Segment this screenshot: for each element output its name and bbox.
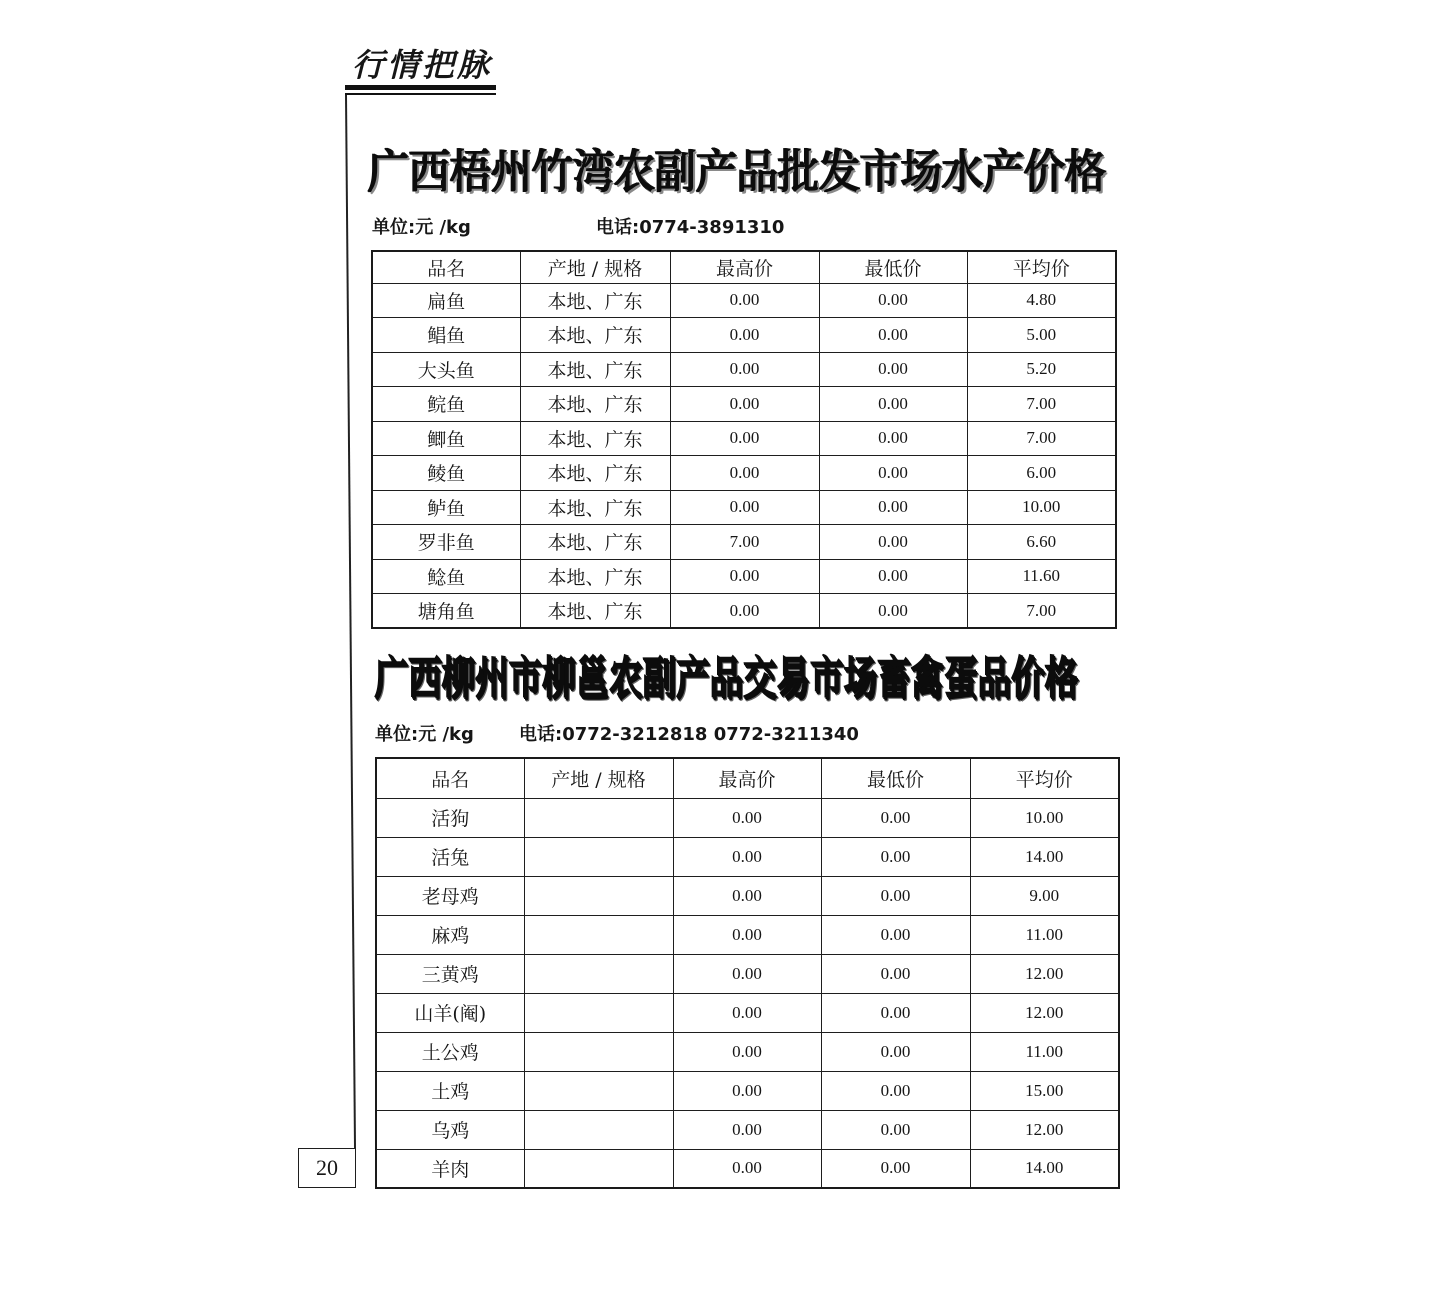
product-name-cell: 扁鱼 xyxy=(372,283,520,318)
column-header-avg: 平均价 xyxy=(970,758,1119,798)
max-price-cell: 7.00 xyxy=(670,525,819,560)
table-row xyxy=(376,876,1119,915)
product-name-cell: 鲳鱼 xyxy=(372,318,520,353)
table-row xyxy=(372,525,1116,560)
avg-price-cell: 5.00 xyxy=(967,318,1116,353)
table-row xyxy=(376,915,1119,954)
product-name-cell: 鲩鱼 xyxy=(372,387,520,422)
max-price-cell: 0.00 xyxy=(670,387,819,422)
origin-cell: 本地、广东 xyxy=(520,352,670,387)
origin-cell xyxy=(524,1149,673,1188)
avg-price-cell: 7.00 xyxy=(967,421,1116,456)
min-price-cell: 0.00 xyxy=(821,993,970,1032)
column-header-avg: 平均价 xyxy=(967,251,1116,283)
avg-price-cell: 11.00 xyxy=(970,915,1119,954)
origin-cell xyxy=(524,798,673,837)
market2-unit: 单位:元 /kg xyxy=(375,724,474,745)
min-price-cell: 0.00 xyxy=(821,1032,970,1071)
column-header-name: 品名 xyxy=(376,758,524,798)
min-price-cell: 0.00 xyxy=(819,387,967,422)
avg-price-cell: 15.00 xyxy=(970,1071,1119,1110)
product-name-cell: 乌鸡 xyxy=(376,1110,524,1149)
max-price-cell: 0.00 xyxy=(673,1032,821,1071)
origin-cell: 本地、广东 xyxy=(520,387,670,422)
max-price-cell: 0.00 xyxy=(670,559,819,594)
table-row xyxy=(372,594,1116,629)
column-header-min: 最低价 xyxy=(819,251,967,283)
min-price-cell: 0.00 xyxy=(821,798,970,837)
product-name-cell: 土鸡 xyxy=(376,1071,524,1110)
product-name-cell: 麻鸡 xyxy=(376,915,524,954)
section-tag-rule xyxy=(345,85,496,90)
min-price-cell: 0.00 xyxy=(821,1071,970,1110)
product-name-cell: 土公鸡 xyxy=(376,1032,524,1071)
avg-price-cell: 14.00 xyxy=(970,1149,1119,1188)
max-price-cell: 0.00 xyxy=(673,1149,821,1188)
avg-price-cell: 12.00 xyxy=(970,1110,1119,1149)
max-price-cell: 0.00 xyxy=(673,876,821,915)
avg-price-cell: 4.80 xyxy=(967,283,1116,318)
min-price-cell: 0.00 xyxy=(819,456,967,491)
product-name-cell: 塘角鱼 xyxy=(372,594,520,629)
origin-cell xyxy=(524,1032,673,1071)
market2-price-table xyxy=(375,757,1120,1189)
min-price-cell: 0.00 xyxy=(821,915,970,954)
max-price-cell: 0.00 xyxy=(670,318,819,353)
column-header-origin: 产地 / 规格 xyxy=(524,758,673,798)
market2-phone: 电话:0772-3212818 0772-3211340 xyxy=(519,724,859,745)
avg-price-cell: 7.00 xyxy=(967,594,1116,629)
min-price-cell: 0.00 xyxy=(819,525,967,560)
table-row xyxy=(376,1110,1119,1149)
product-name-cell: 鲈鱼 xyxy=(372,490,520,525)
origin-cell: 本地、广东 xyxy=(520,421,670,456)
product-name-cell: 羊肉 xyxy=(376,1149,524,1188)
min-price-cell: 0.00 xyxy=(819,594,967,629)
table-row xyxy=(372,352,1116,387)
max-price-cell: 0.00 xyxy=(670,490,819,525)
table-row xyxy=(376,1071,1119,1110)
column-header-min: 最低价 xyxy=(821,758,970,798)
min-price-cell: 0.00 xyxy=(819,559,967,594)
max-price-cell: 0.00 xyxy=(673,915,821,954)
avg-price-cell: 6.00 xyxy=(967,456,1116,491)
avg-price-cell: 12.00 xyxy=(970,954,1119,993)
table-row xyxy=(376,993,1119,1032)
max-price-cell: 0.00 xyxy=(673,1071,821,1110)
origin-cell: 本地、广东 xyxy=(520,456,670,491)
min-price-cell: 0.00 xyxy=(821,837,970,876)
origin-cell: 本地、广东 xyxy=(520,559,670,594)
avg-price-cell: 12.00 xyxy=(970,993,1119,1032)
max-price-cell: 0.00 xyxy=(673,798,821,837)
market1-title: 广西梧州竹湾农副产品批发市场水产价格 xyxy=(368,144,1106,199)
origin-cell xyxy=(524,915,673,954)
min-price-cell: 0.00 xyxy=(821,954,970,993)
table-row xyxy=(376,954,1119,993)
table-row xyxy=(376,837,1119,876)
avg-price-cell: 6.60 xyxy=(967,525,1116,560)
table-row xyxy=(372,456,1116,491)
table-row xyxy=(376,1032,1119,1071)
column-header-origin: 产地 / 规格 xyxy=(520,251,670,283)
table-header-row xyxy=(372,251,1116,283)
product-name-cell: 大头鱼 xyxy=(372,352,520,387)
market2-title: 广西柳州市柳邕农副产品交易市场畜禽蛋品价格 xyxy=(375,652,1079,706)
origin-cell: 本地、广东 xyxy=(520,525,670,560)
max-price-cell: 0.00 xyxy=(670,456,819,491)
min-price-cell: 0.00 xyxy=(819,318,967,353)
product-name-cell: 活兔 xyxy=(376,837,524,876)
max-price-cell: 0.00 xyxy=(670,352,819,387)
origin-cell xyxy=(524,1071,673,1110)
product-name-cell: 鲶鱼 xyxy=(372,559,520,594)
avg-price-cell: 9.00 xyxy=(970,876,1119,915)
min-price-cell: 0.00 xyxy=(819,352,967,387)
product-name-cell: 山羊(阉) xyxy=(376,993,524,1032)
max-price-cell: 0.00 xyxy=(673,837,821,876)
table-row xyxy=(372,387,1116,422)
product-name-cell: 罗非鱼 xyxy=(372,525,520,560)
min-price-cell: 0.00 xyxy=(819,490,967,525)
avg-price-cell: 5.20 xyxy=(967,352,1116,387)
origin-cell xyxy=(524,993,673,1032)
avg-price-cell: 14.00 xyxy=(970,837,1119,876)
min-price-cell: 0.00 xyxy=(819,421,967,456)
max-price-cell: 0.00 xyxy=(670,421,819,456)
avg-price-cell: 7.00 xyxy=(967,387,1116,422)
origin-cell xyxy=(524,876,673,915)
max-price-cell: 0.00 xyxy=(670,283,819,318)
origin-cell: 本地、广东 xyxy=(520,318,670,353)
market1-unit: 单位:元 /kg xyxy=(372,217,471,238)
min-price-cell: 0.00 xyxy=(821,1149,970,1188)
product-name-cell: 活狗 xyxy=(376,798,524,837)
product-name-cell: 老母鸡 xyxy=(376,876,524,915)
column-header-max: 最高价 xyxy=(670,251,819,283)
table-row xyxy=(376,1149,1119,1188)
section-tag-rule-thin xyxy=(345,93,496,95)
max-price-cell: 0.00 xyxy=(670,594,819,629)
table-row xyxy=(376,798,1119,837)
market1-price-table xyxy=(371,250,1117,629)
origin-cell: 本地、广东 xyxy=(520,283,670,318)
market1-phone: 电话:0774-3891310 xyxy=(596,217,785,238)
avg-price-cell: 10.00 xyxy=(970,798,1119,837)
min-price-cell: 0.00 xyxy=(821,876,970,915)
section-tag: 行情把脉 xyxy=(352,46,493,84)
origin-cell xyxy=(524,1110,673,1149)
page-number: 20 xyxy=(298,1148,356,1188)
origin-cell: 本地、广东 xyxy=(520,490,670,525)
min-price-cell: 0.00 xyxy=(821,1110,970,1149)
table-row xyxy=(372,318,1116,353)
avg-price-cell: 10.00 xyxy=(967,490,1116,525)
avg-price-cell: 11.60 xyxy=(967,559,1116,594)
table-row xyxy=(372,490,1116,525)
product-name-cell: 三黄鸡 xyxy=(376,954,524,993)
table-row xyxy=(372,421,1116,456)
origin-cell: 本地、广东 xyxy=(520,594,670,629)
max-price-cell: 0.00 xyxy=(673,1110,821,1149)
avg-price-cell: 11.00 xyxy=(970,1032,1119,1071)
product-name-cell: 鲫鱼 xyxy=(372,421,520,456)
column-header-max: 最高价 xyxy=(673,758,821,798)
table-header-row xyxy=(376,758,1119,798)
origin-cell xyxy=(524,837,673,876)
table-row xyxy=(372,283,1116,318)
max-price-cell: 0.00 xyxy=(673,954,821,993)
product-name-cell: 鲮鱼 xyxy=(372,456,520,491)
min-price-cell: 0.00 xyxy=(819,283,967,318)
column-header-name: 品名 xyxy=(372,251,520,283)
max-price-cell: 0.00 xyxy=(673,993,821,1032)
origin-cell xyxy=(524,954,673,993)
table-row xyxy=(372,559,1116,594)
